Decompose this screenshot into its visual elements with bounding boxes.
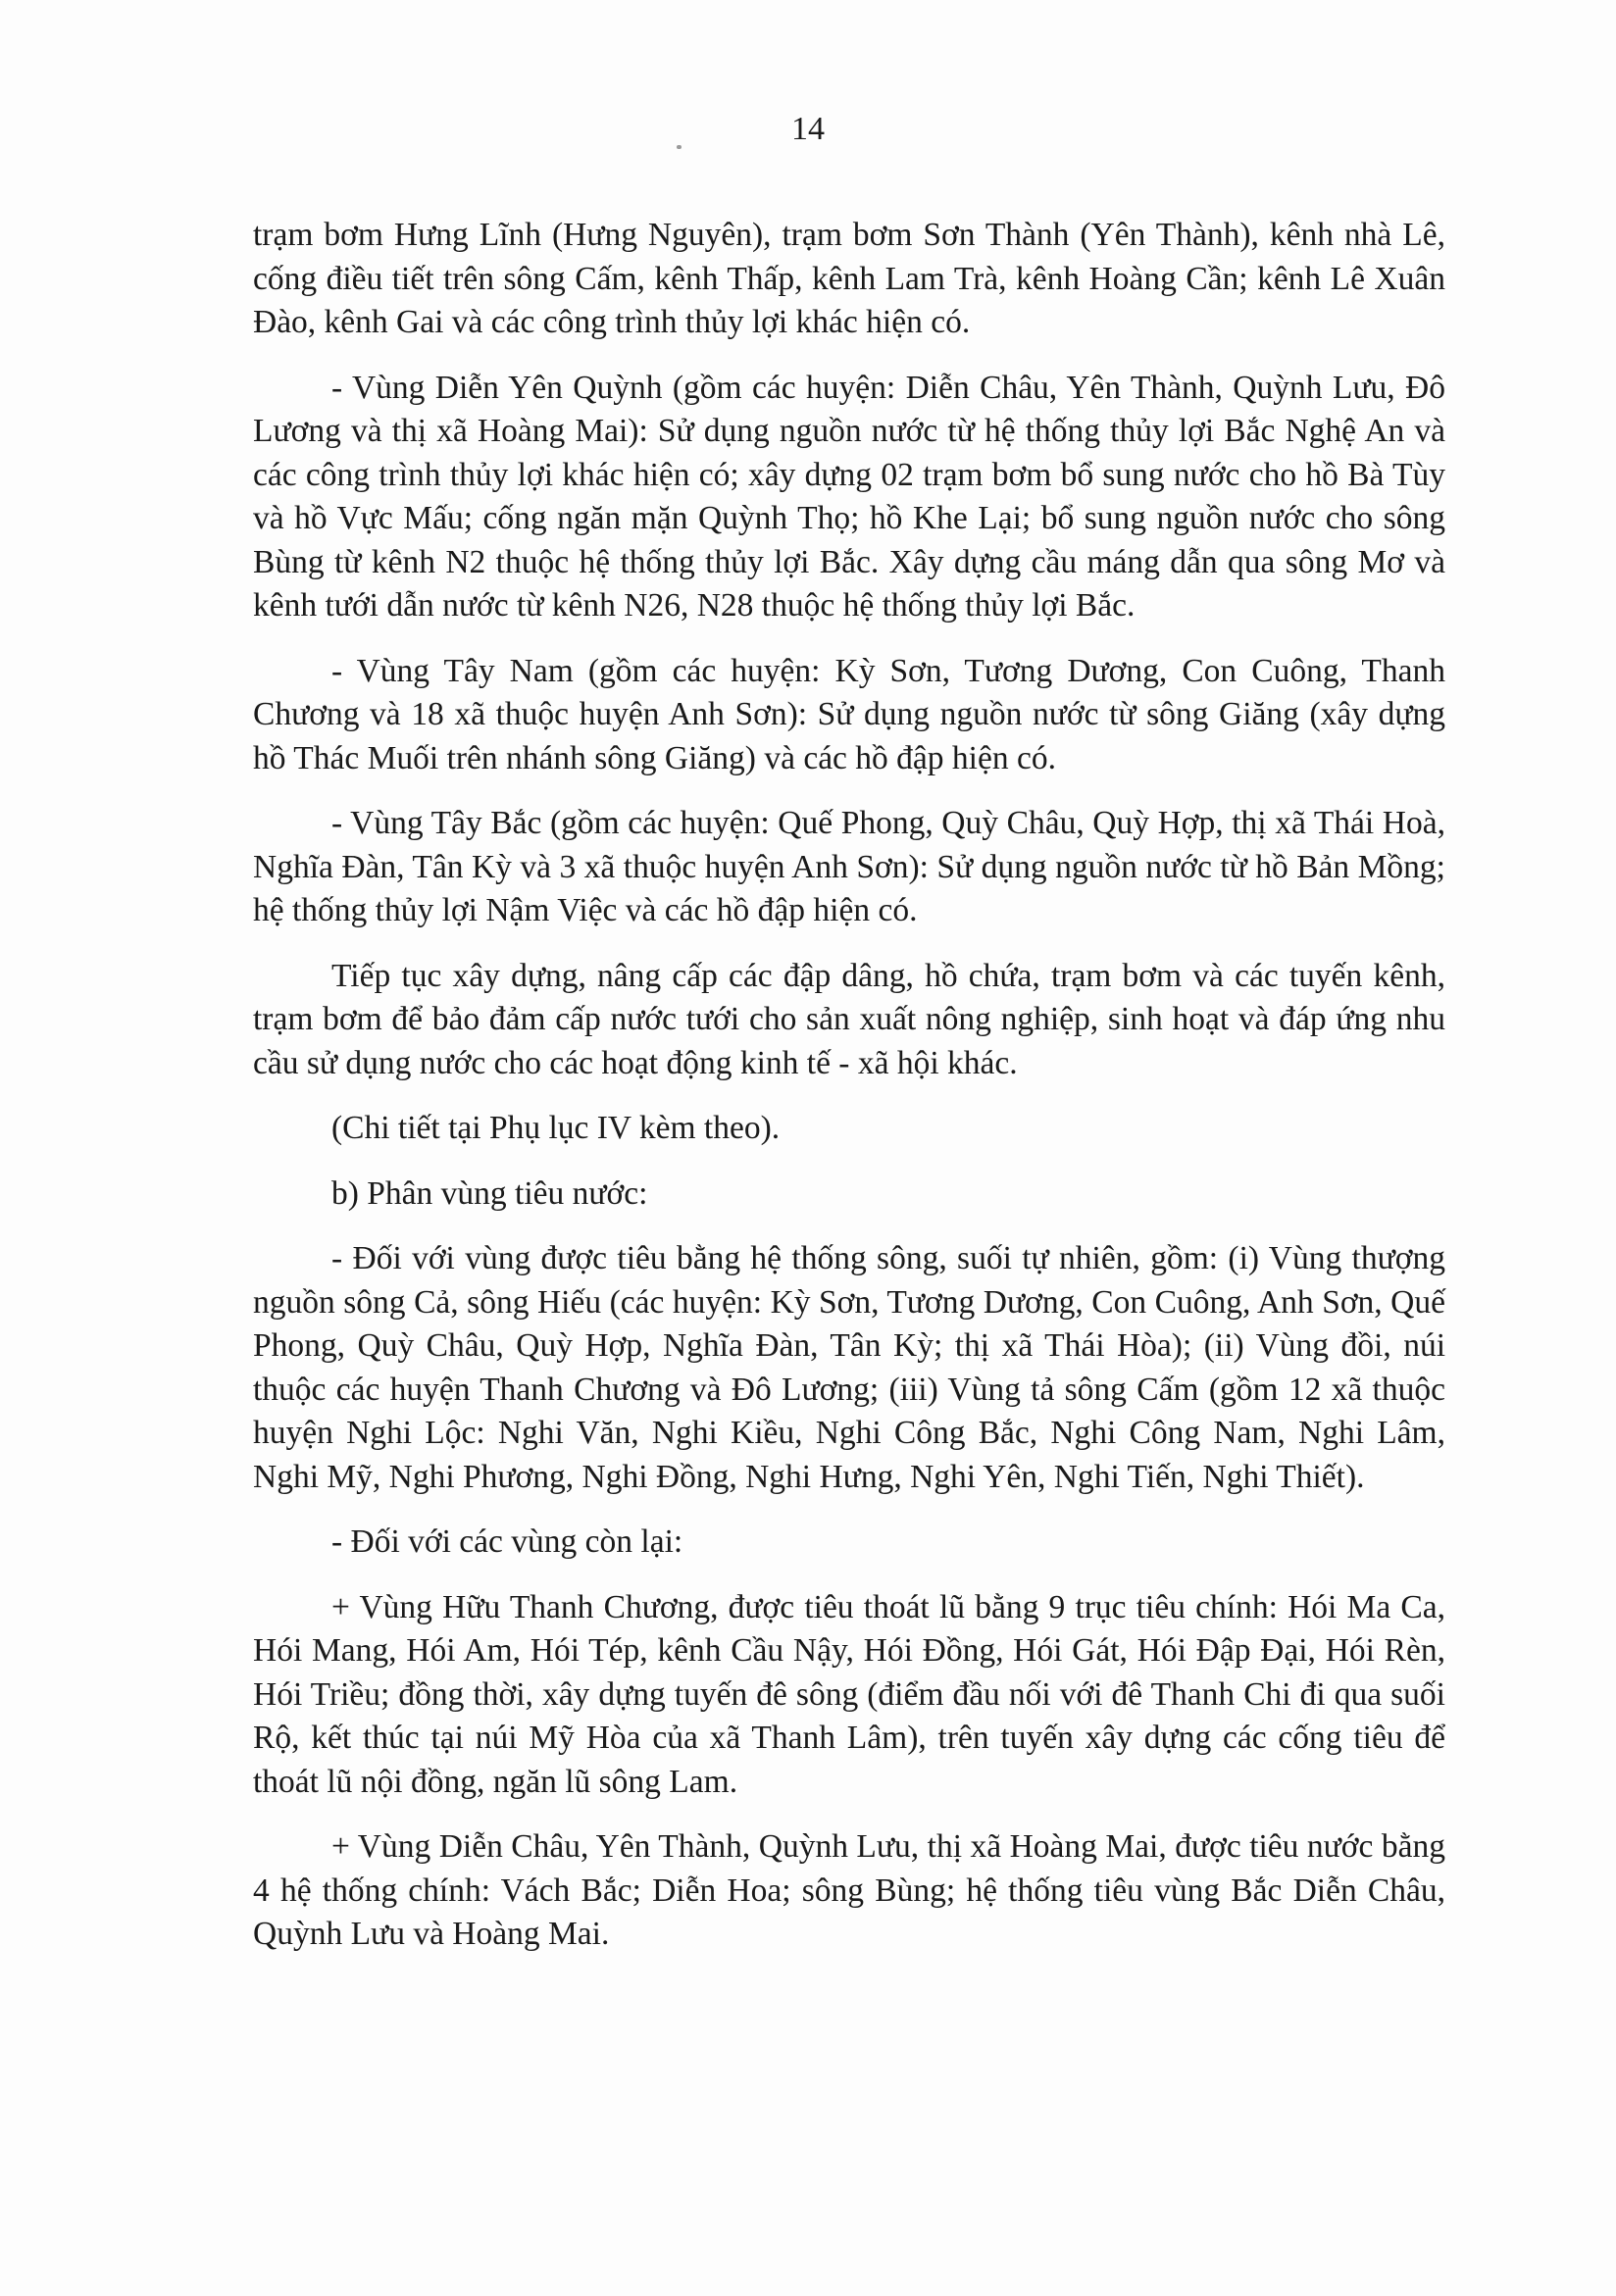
section-heading-phan-vung-tieu-nuoc: b) Phân vùng tiêu nước:: [331, 1174, 648, 1212]
scan-artifact: [677, 145, 682, 149]
page-number: 14: [791, 111, 825, 147]
paragraph-continuation: trạm bơm Hưng Lĩnh (Hưng Nguyên), trạm bơm Sơn Thành (Yên Thành), kênh nhà Lê, cống điều tiết trên sông Cấm, kênh Thấp, kênh Lam Trà, kênh Hoàng Cần; kênh Lê Xuân Đào, kênh Gai và các công trình thủy lợi khác hiện có.: [253, 217, 1445, 340]
paragraph-vung-tieu-tu-nhien: - Đối với vùng được tiêu bằng hệ thống sông, suối tự nhiên, gồm: (i) Vùng thượng nguồn sông Cả, sông Hiếu (các huyện: Kỳ Sơn, Tương Dương, Con Cuông, Anh Sơn, Quế Phong, Quỳ Châu, Quỳ Hợp, Nghĩa Đàn, Tân Kỳ; thị xã Thái Hòa); (ii) Vùng đồi, núi thuộc các huyện Thanh Chương và Đô Lương; (iii) Vùng tả sông Cấm (gồm 12 xã thuộc huyện Nghi Lộc: Nghi Văn, Nghi Kiều, Nghi Công Bắc, Nghi Công Nam, Nghi Lâm, Nghi Mỹ, Nghi Phương, Nghi Đồng, Nghi Hưng, Nghi Yên, Nghi Tiến, Nghi Thiết).: [253, 1240, 1445, 1495]
document-body: [253, 214, 1445, 1957]
paragraph-vung-dien-chau: + Vùng Diễn Châu, Yên Thành, Quỳnh Lưu, thị xã Hoàng Mai, được tiêu nước bằng 4 hệ thống chính: Vách Bắc; Diễn Hoa; sông Bùng; hệ thống tiêu vùng Bắc Diễn Châu, Quỳnh Lưu và Hoàng Mai.: [253, 1828, 1445, 1952]
paragraph-tiep-tuc-xay-dung: Tiếp tục xây dựng, nâng cấp các đập dâng, hồ chứa, trạm bơm và các tuyến kênh, trạm bơm để bảo đảm cấp nước tưới cho sản xuất nông nghiệp, sinh hoạt và đáp ứng nhu cầu sử dụng nước cho các hoạt động kinh tế - xã hội khác.: [253, 957, 1445, 1081]
paragraph-cac-vung-con-lai: - Đối với các vùng còn lại:: [331, 1523, 683, 1560]
paragraph-vung-huu-thanh-chuong: + Vùng Hữu Thanh Chương, được tiêu thoát lũ bằng 9 trục tiêu chính: Hói Ma Ca, Hói Mang, Hói Am, Hói Tép, kênh Cầu Nậy, Hói Đồng, Hói Gát, Hói Đập Đại, Hói Rèn, Hói Triều; đồng thời, xây dựng tuyến đê sông (điểm đầu nối với đê Thanh Chi đi qua suối Rộ, kết thúc tại núi Mỹ Hòa của xã Thanh Lâm), trên tuyến xây dựng các cống tiêu để thoát lũ nội đồng, ngăn lũ sông Lam.: [253, 1588, 1445, 1800]
paragraph-vung-dien-yen-quynh: - Vùng Diễn Yên Quỳnh (gồm các huyện: Diễn Châu, Yên Thành, Quỳnh Lưu, Đô Lương và thị xã Hoàng Mai): Sử dụng nguồn nước từ hệ thống thủy lợi Bắc Nghệ An và các công trình thủy lợi khác hiện có; xây dựng 02 trạm bơm bổ sung nước cho hồ Bà Tùy và hồ Vực Mấu; cống ngăn mặn Quỳnh Thọ; hồ Khe Lại; bổ sung nguồn nước cho sông Bùng từ kênh N2 thuộc hệ thống thủy lợi Bắc. Xây dựng cầu máng dẫn qua sông Mơ và kênh tưới dẫn nước từ kênh N26, N28 thuộc hệ thống thủy lợi Bắc.: [253, 369, 1445, 624]
paragraph-vung-tay-bac: - Vùng Tây Bắc (gồm các huyện: Quế Phong, Quỳ Châu, Quỳ Hợp, thị xã Thái Hoà, Nghĩa Đàn, Tân Kỳ và 3 xã thuộc huyện Anh Sơn): Sử dụng nguồn nước từ hồ Bản Mồng; hệ thống thủy lợi Nậm Việc và các hồ đập hiện có.: [253, 805, 1445, 928]
paragraph-chi-tiet-phu-luc: (Chi tiết tại Phụ lục IV kèm theo).: [331, 1110, 781, 1146]
paragraph-vung-tay-nam: - Vùng Tây Nam (gồm các huyện: Kỳ Sơn, Tương Dương, Con Cuông, Thanh Chương và 18 xã thuộc huyện Anh Sơn): Sử dụng nguồn nước từ sông Giăng (xây dựng hồ Thác Muối trên nhánh sông Giăng) và các hồ đập hiện có.: [253, 652, 1445, 776]
